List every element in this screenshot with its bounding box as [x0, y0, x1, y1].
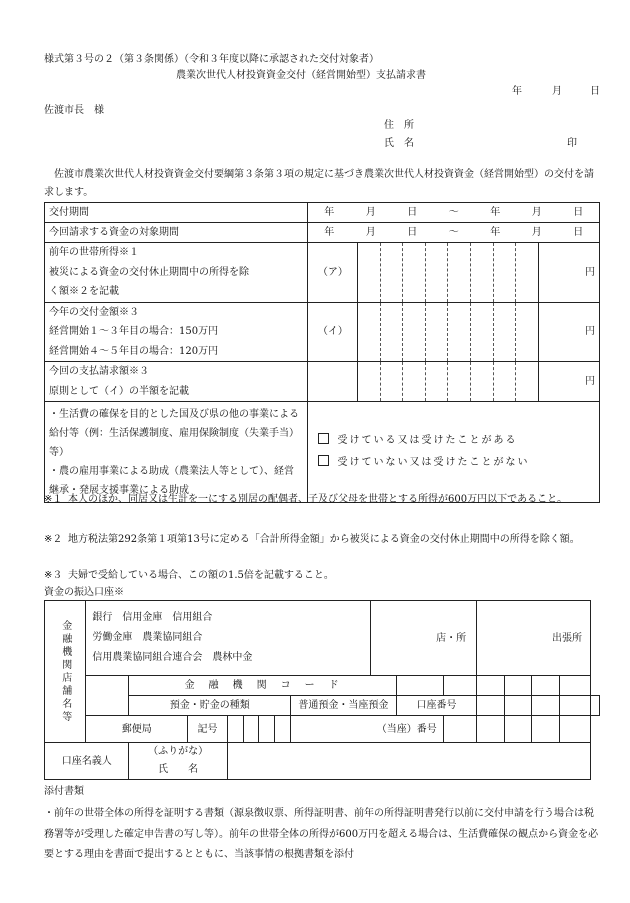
code-cell[interactable]	[477, 676, 504, 696]
number-cell[interactable]	[532, 716, 559, 743]
tilde-mark: ～	[448, 227, 459, 238]
bank-account-heading: 資金の振込口座※	[44, 587, 124, 598]
option-received[interactable]: 受けている又は受けたことがある	[318, 430, 595, 452]
note-1: ※１ 本人のほか、同居又は生計を一にする別居の配偶者、子及び父母を世帯とする所得が600万円以下であること。	[44, 494, 568, 505]
account-digit[interactable]	[504, 696, 531, 716]
amount-cell[interactable]	[516, 362, 539, 402]
checkbox[interactable]	[318, 455, 329, 466]
amount-cell[interactable]	[308, 362, 358, 402]
checkbox[interactable]	[318, 433, 329, 444]
this-year-amount-label: 今年の交付金額※３ 経営開始１～３年目の場合：150万円 経営開始４～５年目の場合：120万円	[45, 302, 308, 362]
amount-cell[interactable]	[403, 362, 426, 402]
target-period-label: 今回請求する資金の対象期間	[45, 223, 308, 243]
sub-branch-label[interactable]: 出張所	[477, 601, 591, 676]
amount-cell[interactable]	[471, 243, 494, 303]
yen-unit: 円	[538, 302, 599, 362]
date-year: 年	[512, 86, 522, 97]
holder-name-label: 氏 名	[158, 764, 199, 775]
amount-cell[interactable]	[448, 243, 471, 303]
form-number: 様式第３号の２（第３条関係）（令和３年度以降に承認された交付対象者）	[44, 54, 379, 65]
institution-label-cell	[45, 601, 86, 743]
page-title: 農業次世代人材投資資金交付（経営開始型）支払請求書	[176, 70, 426, 81]
account-digit[interactable]	[591, 696, 600, 716]
symbol-cell[interactable]	[243, 716, 259, 743]
address-label: 住 所	[384, 120, 414, 131]
payment-request-row	[45, 362, 600, 402]
number-cell[interactable]	[504, 716, 531, 743]
payment-request-label: 今回の支払請求額※３ 原則として（イ）の半額を記載	[45, 362, 308, 402]
deposit-type-label: 預金・貯金の種類	[129, 696, 290, 716]
account-holder-field[interactable]	[227, 743, 590, 780]
branch-label[interactable]: 店・所	[371, 601, 477, 676]
target-period-fields[interactable]: 年 月 日 ～ 年 月 日	[308, 223, 599, 242]
previous-income-row	[45, 243, 600, 303]
amount-cell[interactable]	[493, 243, 516, 303]
amount-cell[interactable]	[380, 243, 403, 303]
account-holder-label: 口座名義人	[45, 743, 129, 780]
amount-cell[interactable]	[448, 362, 471, 402]
this-year-amount-row	[45, 302, 600, 362]
amount-cell[interactable]	[380, 302, 403, 362]
date-month: 月	[552, 86, 562, 97]
seal-mark: 印	[567, 138, 577, 149]
furigana-label: （ふりがな）	[148, 746, 209, 757]
amount-cell[interactable]	[358, 362, 381, 402]
code-cell[interactable]	[559, 676, 590, 696]
amount-cell[interactable]	[448, 302, 471, 362]
current-number-label: （当座）番号	[290, 716, 443, 743]
yen-unit: 円	[538, 243, 599, 303]
amount-cell[interactable]	[380, 362, 403, 402]
symbol-cell[interactable]	[227, 716, 243, 743]
institution-type-options[interactable]: 銀行 信用金庫 信用組合 労働金庫 農業協同組合 信用農業協同組合連合会 農林中金	[86, 601, 371, 676]
note-3: ※３ 夫婦で受給している場合、この額の1.5倍を記載すること。	[44, 570, 334, 581]
code-cell[interactable]	[504, 676, 531, 696]
grant-period-fields[interactable]: 年 月 日 ～ 年 月 日	[308, 203, 599, 222]
code-i: （イ）	[308, 302, 358, 362]
amount-cell[interactable]	[471, 302, 494, 362]
grant-period-row	[45, 203, 600, 223]
attachments-text: ・前年の世帯全体の所得を証明する書類（源泉徴収票、所得証明書、前年の所得証明書発行以前に交付申請を行う場合は税務署等が受理した確定申告書の写し等）。前年の世帯全体の所得が600万円を超える場合は、生活費確保の観点から資金を必要とする理由を書面で提出するとともに、当該事情の根拠書類を添付	[44, 808, 599, 860]
bank-code-label: 金 融 機 関 コ ー ド	[129, 676, 396, 696]
post-office-label: 郵便局	[86, 716, 188, 743]
other-benefits-label: ・生活費の確保を目的とした国及び県の他の事業による 給付等（例：生活保護制度、雇用保険制度（失業手当） 等） ・農の雇用事業による助成（農業法人等として）、経営 継承・発展支援事業による助成	[45, 402, 308, 503]
request-statement: 佐渡市農業次世代人材投資資金交付要綱第３条第３項の規定に基づき農業次世代人材投資資金（経営開始型）の交付を請求します。	[44, 169, 594, 198]
code-cell[interactable]	[532, 676, 559, 696]
code-cell[interactable]	[443, 676, 476, 696]
account-digit[interactable]	[532, 696, 559, 716]
symbol-cell[interactable]	[275, 716, 291, 743]
holder-name-labels	[129, 743, 227, 780]
yen-unit: 円	[538, 362, 599, 402]
amount-cell[interactable]	[516, 302, 539, 362]
target-period-row	[45, 223, 600, 243]
amount-cell[interactable]	[425, 302, 448, 362]
bank-account-table	[44, 600, 600, 780]
number-cell[interactable]	[443, 716, 476, 743]
account-digit[interactable]	[559, 696, 590, 716]
account-number-label: 口座番号	[396, 696, 476, 716]
number-cell[interactable]	[477, 716, 504, 743]
amount-cell[interactable]	[471, 362, 494, 402]
code-a: （ア）	[308, 243, 358, 303]
amount-cell[interactable]	[516, 243, 539, 303]
amount-cell[interactable]	[425, 243, 448, 303]
amount-cell[interactable]	[403, 243, 426, 303]
tilde-mark: ～	[448, 207, 459, 218]
attachments-heading: 添付書類	[44, 786, 84, 797]
date-day: 日	[590, 86, 600, 97]
note-2: ※２ 地方税法第292条第１項第13号に定める「合計所得金額」から被災による資金の交付休止期間中の所得を除く額。	[44, 534, 580, 545]
deposit-type-value[interactable]: 普通預金・当座預金	[290, 696, 396, 716]
amount-cell[interactable]	[403, 302, 426, 362]
addressee: 佐渡市長 様	[44, 105, 104, 116]
amount-cell[interactable]	[493, 302, 516, 362]
institution-vertical-label: 金融機関店舗名等	[59, 619, 71, 724]
number-cell[interactable]	[559, 716, 590, 743]
name-label: 氏 名	[384, 138, 414, 149]
other-benefits-row	[45, 402, 600, 503]
amount-cell[interactable]	[493, 362, 516, 402]
symbol-label: 記号	[188, 716, 228, 743]
option-not-received[interactable]: 受けていない又は受けたことがない	[318, 452, 595, 474]
previous-income-label: 前年の世帯所得※１ 被災による資金の交付休止期間中の所得を除 く額※２を記載	[45, 243, 308, 303]
account-digit[interactable]	[477, 696, 504, 716]
benefit-options	[308, 402, 600, 503]
amount-cell[interactable]	[358, 243, 381, 303]
request-table	[44, 202, 600, 503]
amount-cell[interactable]	[425, 362, 448, 402]
symbol-cell[interactable]	[259, 716, 275, 743]
code-cell[interactable]	[396, 676, 443, 696]
amount-cell[interactable]	[358, 302, 381, 362]
grant-period-label: 交付期間	[45, 203, 308, 223]
